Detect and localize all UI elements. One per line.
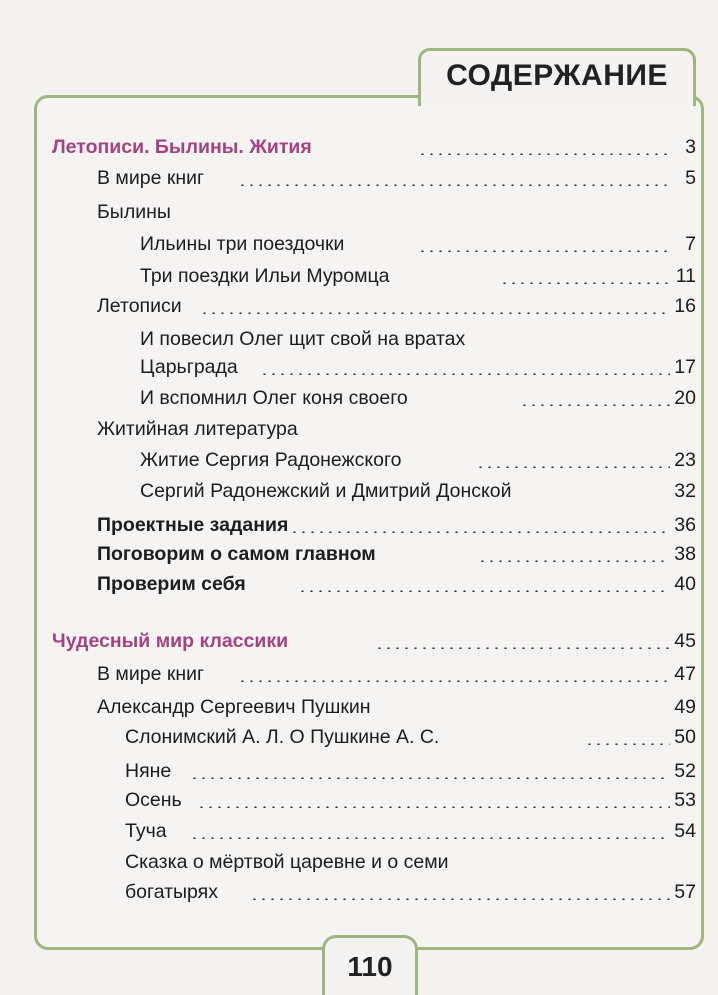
toc-entry[interactable] — [0, 352, 718, 382]
toc-entry[interactable] — [0, 324, 718, 354]
toc-entry[interactable] — [0, 291, 718, 321]
toc-entry[interactable] — [0, 722, 718, 752]
dot-leader — [585, 743, 670, 745]
dot-leader — [520, 404, 670, 406]
page-ref: 38 — [674, 543, 696, 565]
entry-title: Ильины три поездочки — [140, 233, 345, 255]
page-ref: 17 — [674, 356, 696, 378]
page-ref: 32 — [674, 480, 696, 502]
entry-title: Александр Сергеевич Пушкин — [97, 696, 371, 718]
dot-leader — [238, 184, 670, 186]
dot-leader — [290, 531, 670, 533]
entry-title: В мире книг — [97, 167, 205, 189]
entry-title: Летописи — [97, 295, 182, 317]
page-ref: 54 — [674, 820, 696, 842]
page-ref: 11 — [675, 265, 696, 287]
toc-entry[interactable] — [0, 659, 718, 689]
page-number-tab — [322, 935, 418, 995]
entry-title: Житие Сергия Радонежского — [140, 449, 402, 471]
section-title: Летописи. Былины. Жития — [52, 136, 312, 158]
page-ref: 50 — [674, 726, 696, 748]
entry-title: Проектные задания — [97, 514, 289, 536]
toc-entry[interactable] — [0, 816, 718, 846]
page-number: 110 — [347, 951, 393, 982]
dot-leader — [478, 560, 670, 562]
page-title: СОДЕРЖАНИЕ — [446, 59, 668, 92]
dot-leader — [298, 590, 670, 592]
toc-section-heading[interactable] — [0, 626, 718, 656]
toc-section-heading[interactable] — [0, 132, 718, 162]
entry-title: Няне — [125, 760, 172, 782]
page-ref: 45 — [674, 630, 696, 652]
page-ref: 53 — [674, 789, 696, 811]
entry-title: Царьграда — [140, 356, 238, 378]
page-ref: 16 — [674, 295, 696, 317]
page-ref: 5 — [685, 167, 696, 189]
entry-title: Житийная литература — [97, 418, 298, 440]
entry-title: богатырях — [125, 881, 218, 903]
dot-leader — [197, 806, 670, 808]
dot-leader — [418, 250, 670, 252]
toc-entry[interactable] — [0, 383, 718, 413]
entry-title: Осень — [125, 789, 182, 811]
dot-leader — [375, 647, 670, 649]
entry-title: В мире книг — [97, 663, 205, 685]
dot-leader — [200, 312, 670, 314]
entry-title: Сказка о мёртвой царевне и о семи — [125, 851, 449, 873]
toc-entry[interactable] — [0, 261, 718, 291]
dot-leader — [500, 282, 670, 284]
toc-entry[interactable] — [0, 785, 718, 815]
page-ref: 49 — [674, 696, 696, 718]
page-ref: 40 — [674, 573, 696, 595]
entry-title: Сергий Радонежский и Дмитрий Донской — [140, 480, 512, 502]
toc-entry[interactable] — [0, 197, 718, 227]
toc-entry[interactable] — [0, 414, 718, 444]
toc-entry[interactable] — [0, 756, 718, 786]
dot-leader — [250, 898, 670, 900]
dot-leader — [476, 466, 670, 468]
toc-entry[interactable] — [0, 445, 718, 475]
toc-entry[interactable] — [0, 510, 718, 540]
page-ref: 47 — [674, 663, 696, 685]
section-title: Чудесный мир классики — [52, 630, 289, 652]
toc-entry[interactable] — [0, 539, 718, 569]
entry-title: И вспомнил Олег коня своего — [140, 387, 408, 409]
page-ref: 52 — [674, 760, 696, 782]
dot-leader — [190, 777, 670, 779]
entry-title: Поговорим о самом главном — [97, 543, 376, 565]
dot-leader — [260, 373, 670, 375]
entry-title: Былины — [97, 201, 171, 223]
entry-title: Проверим себя — [97, 573, 246, 595]
page-ref: 36 — [674, 514, 696, 536]
page-ref: 57 — [674, 881, 696, 903]
page-ref: 23 — [674, 449, 696, 471]
toc-entry[interactable] — [0, 692, 718, 722]
page-ref: 7 — [685, 233, 696, 255]
entry-title: Туча — [125, 820, 167, 842]
dot-leader — [190, 837, 670, 839]
page-ref: 3 — [685, 136, 696, 158]
toc-entry[interactable] — [0, 847, 718, 877]
entry-title: И повесил Олег щит свой на вратах — [140, 328, 466, 350]
dot-leader — [238, 680, 670, 682]
toc-entry[interactable] — [0, 476, 718, 506]
dot-leader — [418, 153, 670, 155]
toc-entry[interactable] — [0, 569, 718, 599]
entry-title: Три поездки Ильи Муромца — [140, 265, 390, 287]
page-ref: 20 — [674, 387, 696, 409]
toc-entry[interactable] — [0, 163, 718, 193]
toc-entry[interactable] — [0, 229, 718, 259]
entry-title: Слонимский А. Л. О Пушкине А. С. — [125, 726, 440, 748]
toc-entry[interactable] — [0, 877, 718, 907]
header-join — [421, 93, 693, 99]
